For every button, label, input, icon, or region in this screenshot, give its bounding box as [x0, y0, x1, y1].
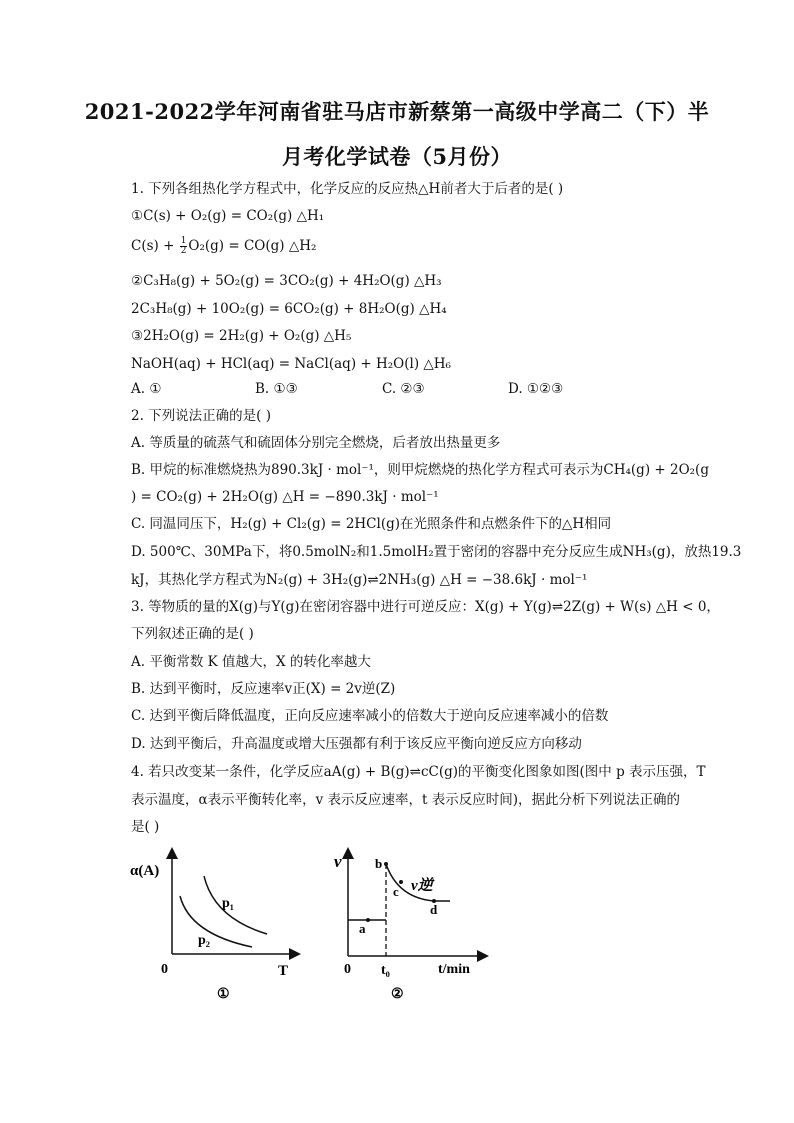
fig2-ylabel: v — [334, 852, 342, 871]
q1-option-d[interactable]: D. ①②③ — [508, 381, 564, 397]
fig2-curve-label: v逆 — [411, 878, 433, 894]
q1-eq5: ③2H₂O(g) = 2H₂(g) + O₂(g) △H₅ — [131, 328, 352, 344]
fig2-caption: ② — [391, 987, 404, 1001]
q1-option-c[interactable]: C. ②③ — [382, 381, 425, 397]
q2-option-d-line1[interactable]: D. 500℃、30MPa下，将0.5molN₂和1.5molH₂置于密闭的容器中充分反应生成NH₃(g)，放热19.3 — [131, 544, 742, 560]
fig2-label-b: b — [375, 856, 383, 871]
q2-option-b-line2[interactable]: ) = CO₂(g) + 2H₂O(g) △H = −890.3kJ · mol⁻¹ — [131, 489, 439, 505]
fig2-point-c — [399, 880, 403, 884]
q1-eq4: 2C₃H₈(g) + 10O₂(g) = 6CO₂(g) + 8H₂O(g) △H₄ — [131, 301, 447, 317]
fig2-label-d: d — [430, 902, 438, 917]
q1-eq2-post: O₂(g) = CO(g) △H₂ — [188, 238, 317, 254]
q3-option-b[interactable]: B. 达到平衡时，反应速率v正(X) = 2v逆(Z) — [131, 681, 396, 697]
fig1-label-p2: p₂ — [198, 933, 210, 948]
figure-1-conversion-vs-temperature — [128, 846, 308, 1001]
fraction-numerator: 1 — [180, 236, 187, 246]
exam-title-line2: 月考化学试卷（5月份） — [281, 144, 513, 169]
q2-option-c[interactable]: C. 同温同压下，H₂(g) + Cl₂(g) = 2HCl(g)在光照条件和点燃条件下的△H相同 — [131, 516, 612, 532]
fig1-origin: 0 — [161, 962, 168, 977]
figure-2-rate-vs-time — [330, 846, 490, 1001]
q1-eq1: ①C(s) + O₂(g) = CO₂(g) △H₁ — [131, 208, 325, 224]
fig2-label-c: c — [393, 884, 399, 899]
q4-stem-line3: 是( ) — [131, 819, 160, 835]
q1-options — [131, 380, 563, 398]
q1-eq2 — [131, 237, 316, 256]
q2-option-d-line2[interactable]: kJ，其热化学方程式为N₂(g) + 3H₂(g)⇌2NH₃(g) △H = −38.6kJ · mol⁻¹ — [131, 572, 588, 588]
q2-option-b-line1[interactable]: B. 甲烷的标准燃烧热为890.3kJ · mol⁻¹，则甲烷燃烧的热化学方程式可表示为CH₄(g) + 2O₂(g — [131, 462, 709, 478]
q3-option-d[interactable]: D. 达到平衡后，升高温度或增大压强都有利于该反应平衡向逆反应方向移动 — [131, 736, 582, 752]
exam-title-line1: 2021-2022学年河南省驻马店市新蔡第一高级中学高二（下）半 — [84, 99, 710, 124]
q1-stem: 1. 下列各组热化学方程式中，化学反应的反应热△H前者大于后者的是( ) — [131, 181, 564, 197]
q1-option-b[interactable]: B. ①③ — [255, 381, 298, 397]
q1-option-a[interactable]: A. ① — [131, 381, 162, 397]
fig1-curve-p1 — [204, 876, 267, 934]
q1-eq6: NaOH(aq) + HCl(aq) = NaCl(aq) + H₂O(l) △H₆ — [131, 356, 451, 372]
fig2-point-b — [384, 862, 388, 866]
fig2-label-t0: t₀ — [381, 963, 390, 978]
q1-eq3: ②C₃H₈(g) + 5O₂(g) = 3CO₂(g) + 4H₂O(g) △H₃ — [131, 273, 442, 289]
q1-eq2-pre: C(s) + — [131, 238, 179, 254]
fig1-ylabel: α(A) — [130, 863, 160, 879]
fig1-label-p1: p₁ — [222, 896, 234, 911]
q3-option-c[interactable]: C. 达到平衡后降低温度，正向反应速率减小的倍数大于逆向反应速率减小的倍数 — [131, 708, 609, 724]
q3-option-a[interactable]: A. 平衡常数 K 值越大，X 的转化率越大 — [131, 654, 371, 670]
q2-stem: 2. 下列说法正确的是( ) — [131, 408, 271, 424]
fraction-denominator: 2 — [180, 246, 187, 256]
q4-stem-line1: 4. 若只改变某一条件，化学反应aA(g) + B(g)⇌cC(g)的平衡变化图象如图(图中 p 表示压强，T — [131, 764, 706, 780]
q1-eq2-fraction — [180, 237, 188, 256]
q2-option-a[interactable]: A. 等质量的硫蒸气和硫固体分别完全燃烧，后者放出热量更多 — [131, 435, 501, 451]
q3-stem-line2: 下列叙述正确的是( ) — [131, 626, 254, 642]
fig1-curve-p2 — [180, 896, 252, 947]
fig2-label-a: a — [359, 921, 366, 936]
fig1-xlabel: T — [278, 963, 289, 979]
fig2-xlabel: t/min — [438, 962, 470, 977]
fig1-caption: ① — [217, 987, 230, 1001]
q4-stem-line2: 表示温度，α表示平衡转化率，v 表示反应速率，t 表示反应时间)，据此分析下列说法正确的 — [131, 792, 681, 808]
q3-stem-line1: 3. 等物质的量的X(g)与Y(g)在密闭容器中进行可逆反应：X(g) + Y(g)⇌2Z(g) + W(s) △H < 0， — [131, 599, 720, 615]
fig2-point-a — [366, 918, 370, 922]
fig2-origin: 0 — [344, 962, 351, 977]
